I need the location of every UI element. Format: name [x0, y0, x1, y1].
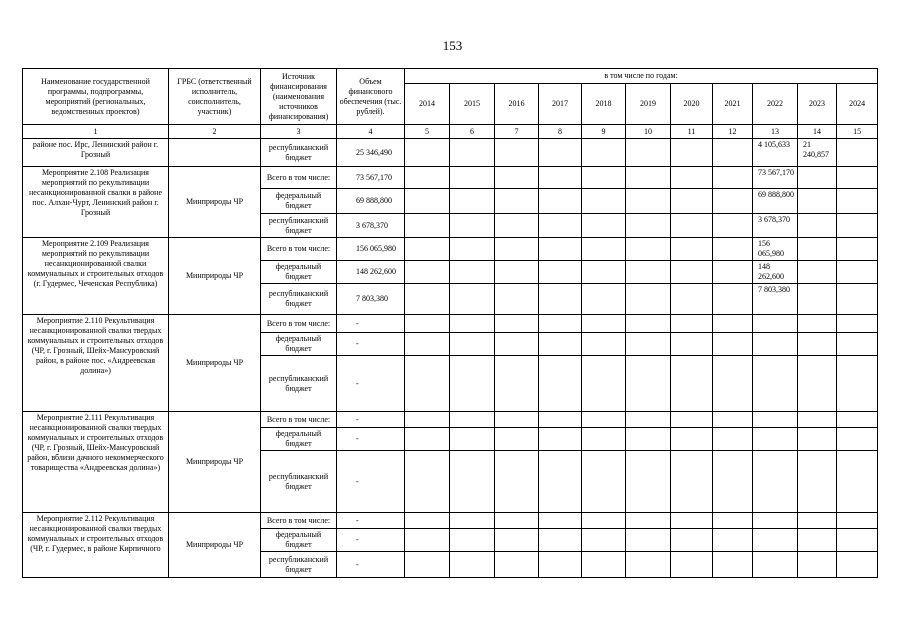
year-value-2018	[582, 451, 626, 513]
year-value-2022	[753, 412, 798, 428]
year-value-2023	[798, 356, 837, 412]
year-value-2019	[626, 315, 671, 333]
year-value-2024	[837, 552, 878, 578]
year-value-2023	[798, 214, 837, 238]
funding-volume: -	[337, 356, 405, 412]
column-index-cell: 7	[495, 125, 539, 139]
year-value-2024	[837, 284, 878, 315]
year-value-2019	[626, 428, 671, 451]
header-years-group: в том числе по годам:	[405, 69, 878, 84]
year-value-2020	[671, 139, 713, 167]
year-value-2023	[798, 412, 837, 428]
grbs-cell: Минприроды ЧР	[169, 315, 261, 412]
year-value-2018	[582, 412, 626, 428]
year-value-2023	[798, 333, 837, 356]
funding-source: федеральный бюджет	[261, 529, 337, 552]
funding-volume: 73 567,170	[337, 167, 405, 189]
year-value-2016	[495, 315, 539, 333]
year-value-2018	[582, 238, 626, 261]
funding-source: республиканский бюджет	[261, 284, 337, 315]
header-volume: Объем финансового обеспечения (тыс. рублей).	[337, 69, 405, 125]
year-value-2023	[798, 552, 837, 578]
year-value-2020	[671, 356, 713, 412]
year-value-2023	[798, 284, 837, 315]
year-value-2016	[495, 412, 539, 428]
year-value-2015	[450, 451, 495, 513]
year-value-2014	[405, 529, 450, 552]
year-value-2019	[626, 261, 671, 284]
year-value-2020	[671, 189, 713, 214]
year-value-2021	[713, 238, 753, 261]
year-value-2014	[405, 214, 450, 238]
year-value-2014	[405, 333, 450, 356]
column-index-cell: 6	[450, 125, 495, 139]
header-year-2024: 2024	[837, 84, 878, 125]
funding-volume: -	[337, 428, 405, 451]
year-value-2022	[753, 315, 798, 333]
year-value-2016	[495, 513, 539, 529]
year-value-2019	[626, 356, 671, 412]
year-value-2014	[405, 315, 450, 333]
funding-source: федеральный бюджет	[261, 261, 337, 284]
header-year-2019: 2019	[626, 84, 671, 125]
year-value-2017	[539, 189, 582, 214]
year-value-2021	[713, 189, 753, 214]
funding-volume: 7 803,380	[337, 284, 405, 315]
column-index-cell: 13	[753, 125, 798, 139]
year-value-2017	[539, 529, 582, 552]
table-row	[23, 238, 878, 261]
year-value-2016	[495, 451, 539, 513]
year-value-2024	[837, 189, 878, 214]
year-value-2018	[582, 315, 626, 333]
year-value-2015	[450, 238, 495, 261]
year-value-2016	[495, 529, 539, 552]
header-year-2018: 2018	[582, 84, 626, 125]
measure-name: Мероприятие 2.108 Реализация мероприятий по рекультивации несанкционированной свалки в районе пос. Алхан-Чурт, Ленинский район г. Грозный	[23, 167, 169, 238]
header-year-2021: 2021	[713, 84, 753, 125]
column-index-row	[23, 125, 878, 139]
year-value-2014	[405, 167, 450, 189]
year-value-2022: 148 262,600	[753, 261, 798, 284]
year-value-2021	[713, 451, 753, 513]
year-value-2018	[582, 214, 626, 238]
column-index-cell: 12	[713, 125, 753, 139]
year-value-2014	[405, 513, 450, 529]
funding-volume: 69 888,800	[337, 189, 405, 214]
year-value-2016	[495, 167, 539, 189]
funding-volume: 3 678,370	[337, 214, 405, 238]
year-value-2024	[837, 513, 878, 529]
year-value-2021	[713, 284, 753, 315]
header-year-2023: 2023	[798, 84, 837, 125]
year-value-2024	[837, 428, 878, 451]
year-value-2016	[495, 428, 539, 451]
year-value-2024	[837, 238, 878, 261]
year-value-2019	[626, 529, 671, 552]
table-row	[23, 167, 878, 189]
header-year-2022: 2022	[753, 84, 798, 125]
table-body	[23, 139, 878, 578]
grbs-cell: Минприроды ЧР	[169, 238, 261, 315]
year-value-2016	[495, 552, 539, 578]
measure-name: Мероприятие 2.112 Рекультивация несанкционированной свалки твердых коммунальных и строительных отходов (ЧР, г. Гудермес, в районе Кирпичного	[23, 513, 169, 578]
year-value-2023	[798, 513, 837, 529]
year-value-2020	[671, 513, 713, 529]
year-value-2019	[626, 189, 671, 214]
funding-volume: -	[337, 412, 405, 428]
year-value-2017	[539, 412, 582, 428]
column-index-cell: 1	[23, 125, 169, 139]
year-value-2023	[798, 315, 837, 333]
year-value-2017	[539, 356, 582, 412]
funding-volume: 148 262,600	[337, 261, 405, 284]
column-index-cell: 10	[626, 125, 671, 139]
funding-volume: 156 065,980	[337, 238, 405, 261]
year-value-2015	[450, 315, 495, 333]
year-value-2019	[626, 412, 671, 428]
year-value-2017	[539, 315, 582, 333]
header-source: Источник финансирования (наименования источников финансирования)	[261, 69, 337, 125]
column-index-cell: 3	[261, 125, 337, 139]
year-value-2015	[450, 356, 495, 412]
year-value-2019	[626, 552, 671, 578]
year-value-2020	[671, 261, 713, 284]
year-value-2021	[713, 428, 753, 451]
year-value-2023	[798, 167, 837, 189]
funding-source: республиканский бюджет	[261, 139, 337, 167]
funding-source: федеральный бюджет	[261, 333, 337, 356]
header-year-2016: 2016	[495, 84, 539, 125]
column-index-cell: 8	[539, 125, 582, 139]
year-value-2017	[539, 167, 582, 189]
year-value-2014	[405, 284, 450, 315]
year-value-2020	[671, 451, 713, 513]
year-value-2019	[626, 513, 671, 529]
year-value-2015	[450, 167, 495, 189]
grbs-cell: Минприроды ЧР	[169, 513, 261, 578]
year-value-2017	[539, 513, 582, 529]
table-row	[23, 513, 878, 529]
year-value-2018	[582, 261, 626, 284]
year-value-2016	[495, 189, 539, 214]
grbs-cell: Минприроды ЧР	[169, 167, 261, 238]
year-value-2024	[837, 167, 878, 189]
year-value-2022	[753, 428, 798, 451]
year-value-2017	[539, 333, 582, 356]
grbs-cell	[169, 139, 261, 167]
year-value-2021	[713, 214, 753, 238]
year-value-2021	[713, 529, 753, 552]
year-value-2020	[671, 552, 713, 578]
year-value-2016	[495, 356, 539, 412]
year-value-2015	[450, 412, 495, 428]
year-value-2018	[582, 356, 626, 412]
year-value-2020	[671, 412, 713, 428]
year-value-2019	[626, 214, 671, 238]
measure-name: Мероприятие 2.110 Рекультивация несанкционированной свалки твердых коммунальных и строительных отходов (ЧР, г. Грозный, Шейх-Мансуровский район, в районе пос. «Андреевская долина»)	[23, 315, 169, 412]
measure-name: Мероприятие 2.109 Реализация мероприятий по рекультивации несанкционированной свалки коммунальных и строительных отходов (г. Гудермес, Чеченская Республика)	[23, 238, 169, 315]
year-value-2014	[405, 451, 450, 513]
year-value-2022: 4 105,633	[753, 139, 798, 167]
funding-source: Всего в том числе:	[261, 412, 337, 428]
column-index-cell: 4	[337, 125, 405, 139]
year-value-2017	[539, 451, 582, 513]
year-value-2014	[405, 356, 450, 412]
year-value-2016	[495, 261, 539, 284]
funding-volume: -	[337, 552, 405, 578]
year-value-2022	[753, 451, 798, 513]
year-value-2015	[450, 333, 495, 356]
year-value-2024	[837, 529, 878, 552]
year-value-2023	[798, 189, 837, 214]
year-value-2024	[837, 315, 878, 333]
year-value-2014	[405, 238, 450, 261]
year-value-2018	[582, 428, 626, 451]
year-value-2020	[671, 284, 713, 315]
year-value-2020	[671, 238, 713, 261]
year-value-2021	[713, 333, 753, 356]
header-year-2017: 2017	[539, 84, 582, 125]
year-value-2015	[450, 139, 495, 167]
financing-table	[22, 68, 878, 578]
funding-source: республиканский бюджет	[261, 356, 337, 412]
funding-source: федеральный бюджет	[261, 189, 337, 214]
year-value-2021	[713, 356, 753, 412]
column-index-cell: 5	[405, 125, 450, 139]
year-value-2022: 73 567,170	[753, 167, 798, 189]
header-year-2015: 2015	[450, 84, 495, 125]
measure-name: районе пос. Ирс, Ленинский район г. Грозный	[23, 139, 169, 167]
year-value-2015	[450, 261, 495, 284]
column-index-cell: 14	[798, 125, 837, 139]
column-index-cell: 11	[671, 125, 713, 139]
funding-source: республиканский бюджет	[261, 451, 337, 513]
year-value-2018	[582, 333, 626, 356]
measure-name: Мероприятие 2.111 Рекультивация несанкционированной свалки твердых коммунальных и строительных отходов (ЧР, г. Грозный, Шейх-Мансуровский район, вблизи дачного некоммерческого товарищества «Андреевская долина»)	[23, 412, 169, 513]
year-value-2023	[798, 261, 837, 284]
year-value-2020	[671, 214, 713, 238]
year-value-2024	[837, 356, 878, 412]
funding-volume: -	[337, 315, 405, 333]
year-value-2016	[495, 139, 539, 167]
year-value-2021	[713, 513, 753, 529]
funding-source: Всего в том числе:	[261, 315, 337, 333]
year-value-2022: 7 803,380	[753, 284, 798, 315]
year-value-2015	[450, 552, 495, 578]
year-value-2016	[495, 284, 539, 315]
column-index-cell: 2	[169, 125, 261, 139]
funding-source: Всего в том числе:	[261, 513, 337, 529]
funding-volume: -	[337, 333, 405, 356]
year-value-2020	[671, 428, 713, 451]
year-value-2020	[671, 315, 713, 333]
year-value-2023	[798, 451, 837, 513]
funding-volume: -	[337, 529, 405, 552]
year-value-2021	[713, 139, 753, 167]
year-value-2015	[450, 513, 495, 529]
year-value-2022	[753, 356, 798, 412]
year-value-2018	[582, 167, 626, 189]
table-row	[23, 412, 878, 428]
year-value-2017	[539, 428, 582, 451]
year-value-2018	[582, 189, 626, 214]
year-value-2019	[626, 238, 671, 261]
year-value-2024	[837, 139, 878, 167]
header-name: Наименование государственной программы, подпрограммы, мероприятий (региональных, ведомственных проектов)	[23, 69, 169, 125]
year-value-2021	[713, 412, 753, 428]
year-value-2023	[798, 529, 837, 552]
year-value-2019	[626, 167, 671, 189]
year-value-2018	[582, 513, 626, 529]
year-value-2018	[582, 284, 626, 315]
year-value-2014	[405, 412, 450, 428]
year-value-2024	[837, 333, 878, 356]
year-value-2018	[582, 529, 626, 552]
year-value-2023	[798, 428, 837, 451]
year-value-2022	[753, 552, 798, 578]
column-index-cell: 15	[837, 125, 878, 139]
year-value-2014	[405, 261, 450, 284]
year-value-2018	[582, 552, 626, 578]
year-value-2017	[539, 214, 582, 238]
funding-source: Всего в том числе:	[261, 238, 337, 261]
year-value-2017	[539, 552, 582, 578]
funding-source: федеральный бюджет	[261, 428, 337, 451]
table-row	[23, 315, 878, 333]
year-value-2024	[837, 214, 878, 238]
header-year-2014: 2014	[405, 84, 450, 125]
year-value-2017	[539, 238, 582, 261]
year-value-2016	[495, 238, 539, 261]
year-value-2015	[450, 189, 495, 214]
year-value-2020	[671, 167, 713, 189]
funding-source: республиканский бюджет	[261, 552, 337, 578]
year-value-2023	[798, 238, 837, 261]
year-value-2022: 69 888,800	[753, 189, 798, 214]
column-index-cell: 9	[582, 125, 626, 139]
header-grbs: ГРБС (ответственный исполнитель, соисполнитель, участник)	[169, 69, 261, 125]
year-value-2015	[450, 529, 495, 552]
header-year-2020: 2020	[671, 84, 713, 125]
year-value-2022: 156 065,980	[753, 238, 798, 261]
year-value-2023: 21 240,857	[798, 139, 837, 167]
year-value-2019	[626, 139, 671, 167]
year-value-2014	[405, 552, 450, 578]
year-value-2021	[713, 315, 753, 333]
funding-source: республиканский бюджет	[261, 214, 337, 238]
year-value-2022	[753, 333, 798, 356]
grbs-cell: Минприроды ЧР	[169, 412, 261, 513]
year-value-2015	[450, 428, 495, 451]
year-value-2016	[495, 333, 539, 356]
year-value-2014	[405, 189, 450, 214]
year-value-2022	[753, 529, 798, 552]
year-value-2024	[837, 412, 878, 428]
year-value-2020	[671, 529, 713, 552]
year-value-2019	[626, 333, 671, 356]
year-value-2019	[626, 284, 671, 315]
year-value-2017	[539, 139, 582, 167]
funding-source: Всего в том числе:	[261, 167, 337, 189]
year-value-2014	[405, 139, 450, 167]
year-value-2016	[495, 214, 539, 238]
year-value-2015	[450, 284, 495, 315]
funding-volume: -	[337, 513, 405, 529]
year-value-2024	[837, 451, 878, 513]
year-value-2014	[405, 428, 450, 451]
year-value-2015	[450, 214, 495, 238]
page-number: 153	[442, 38, 463, 53]
table-row	[23, 139, 878, 167]
year-value-2021	[713, 552, 753, 578]
year-value-2021	[713, 167, 753, 189]
year-value-2017	[539, 261, 582, 284]
funding-volume: 25 346,490	[337, 139, 405, 167]
year-value-2019	[626, 451, 671, 513]
year-value-2020	[671, 333, 713, 356]
year-value-2024	[837, 261, 878, 284]
table-header	[23, 69, 878, 139]
year-value-2022: 3 678,370	[753, 214, 798, 238]
year-value-2018	[582, 139, 626, 167]
year-value-2022	[753, 513, 798, 529]
year-value-2017	[539, 284, 582, 315]
funding-volume: -	[337, 451, 405, 513]
year-value-2021	[713, 261, 753, 284]
